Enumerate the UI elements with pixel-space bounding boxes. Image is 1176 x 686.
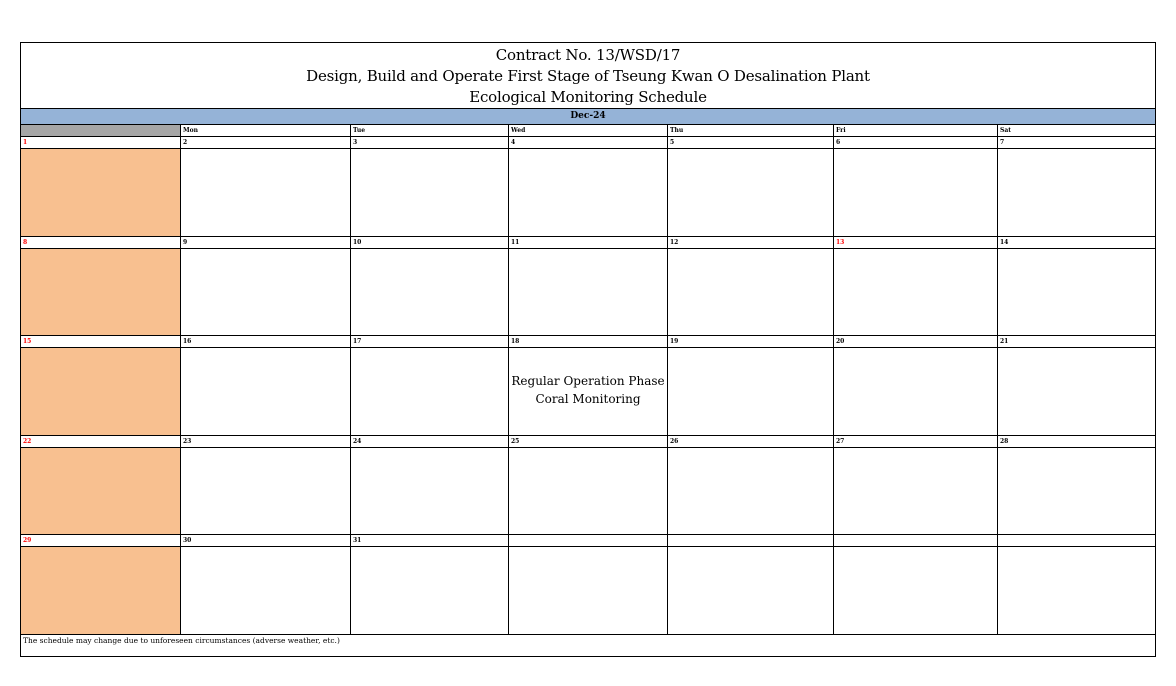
day-body-cell	[667, 348, 833, 436]
date-cell: 12	[667, 237, 833, 249]
date-cell: 10	[350, 237, 508, 249]
day-body-cell	[833, 547, 997, 635]
date-cell	[667, 535, 833, 547]
day-body-cell	[997, 547, 1156, 635]
day-body-cell	[508, 448, 667, 536]
day-body-cell	[667, 448, 833, 536]
day-body-cell	[350, 547, 508, 635]
date-cell: 21	[997, 336, 1156, 348]
day-body-cell	[833, 348, 997, 436]
day-body-cell	[833, 149, 997, 237]
date-cell: 4	[508, 137, 667, 149]
date-cell: 26	[667, 436, 833, 448]
day-body-cell	[180, 448, 350, 536]
date-cell: 20	[833, 336, 997, 348]
weekday-wed: Wed	[508, 125, 667, 137]
date-cell: 3	[350, 137, 508, 149]
day-body-cell	[21, 249, 180, 337]
title-block	[21, 43, 1155, 108]
date-cell: 8	[21, 237, 180, 249]
month-label: Dec-24	[21, 108, 1155, 125]
date-cell: 19	[667, 336, 833, 348]
date-cell: 23	[180, 436, 350, 448]
date-cell: 15	[21, 336, 180, 348]
weekday-header-row	[21, 125, 1155, 137]
day-body-cell	[508, 149, 667, 237]
day-body-cell	[508, 547, 667, 635]
day-body-cell	[180, 547, 350, 635]
day-body-cell	[997, 149, 1156, 237]
day-body-cell	[180, 348, 350, 436]
date-cell: 31	[350, 535, 508, 547]
day-body-cell	[21, 448, 180, 536]
date-cell: 22	[21, 436, 180, 448]
date-cell: 5	[667, 137, 833, 149]
event-activity-label: Coral Monitoring	[535, 392, 641, 406]
weekday-mon: Mon	[180, 125, 350, 137]
day-body-cell	[833, 448, 997, 536]
date-cell: 9	[180, 237, 350, 249]
date-cell: 18	[508, 336, 667, 348]
date-cell: 24	[350, 436, 508, 448]
date-cell: 17	[350, 336, 508, 348]
date-cell	[833, 535, 997, 547]
day-body-cell	[508, 249, 667, 337]
day-body-cell	[833, 249, 997, 337]
day-body-cell	[667, 149, 833, 237]
date-cell	[997, 535, 1156, 547]
date-cell: 30	[180, 535, 350, 547]
date-cell: 28	[997, 436, 1156, 448]
day-body-cell	[21, 149, 180, 237]
week-row-2	[21, 237, 1155, 337]
date-cell-holiday: 13	[833, 237, 997, 249]
date-cell: 11	[508, 237, 667, 249]
date-cell: 6	[833, 137, 997, 149]
schedule-footnote: The schedule may change due to unforeseen circumstances (adverse weather, etc.)	[23, 636, 340, 645]
date-cell: 16	[180, 336, 350, 348]
week-row-4	[21, 436, 1155, 536]
weekday-sun	[21, 125, 180, 137]
day-body-cell	[350, 149, 508, 237]
week-row-5	[21, 535, 1155, 635]
weekday-thu: Thu	[667, 125, 833, 137]
day-body-cell	[997, 249, 1156, 337]
date-cell: 7	[997, 137, 1156, 149]
schedule-sheet	[20, 42, 1156, 657]
day-body-cell	[350, 448, 508, 536]
day-body-cell	[350, 348, 508, 436]
day-body-cell	[21, 348, 180, 436]
day-body-cell	[997, 348, 1156, 436]
weekday-tue: Tue	[350, 125, 508, 137]
week-row-1	[21, 137, 1155, 237]
weekday-sat: Sat	[997, 125, 1156, 137]
date-cell: 25	[508, 436, 667, 448]
date-cell: 1	[21, 137, 180, 149]
date-cell: 14	[997, 237, 1156, 249]
contract-number: Contract No. 13/WSD/17	[495, 46, 681, 64]
day-body-cell	[997, 448, 1156, 536]
day-body-cell	[350, 249, 508, 337]
date-cell: 2	[180, 137, 350, 149]
event-cell-dec18	[508, 348, 667, 436]
date-cell: 29	[21, 535, 180, 547]
week-row-3	[21, 336, 1155, 436]
weekday-fri: Fri	[833, 125, 997, 137]
date-cell	[508, 535, 667, 547]
event-coral-monitoring	[509, 372, 667, 408]
day-body-cell	[667, 249, 833, 337]
event-phase-label: Regular Operation Phase	[511, 374, 665, 388]
day-body-cell	[21, 547, 180, 635]
project-title: Design, Build and Operate First Stage of Tseung Kwan O Desalination Plant	[306, 67, 870, 85]
day-body-cell	[180, 249, 350, 337]
day-body-cell	[180, 149, 350, 237]
day-body-cell	[667, 547, 833, 635]
schedule-title: Ecological Monitoring Schedule	[469, 88, 707, 106]
date-cell: 27	[833, 436, 997, 448]
